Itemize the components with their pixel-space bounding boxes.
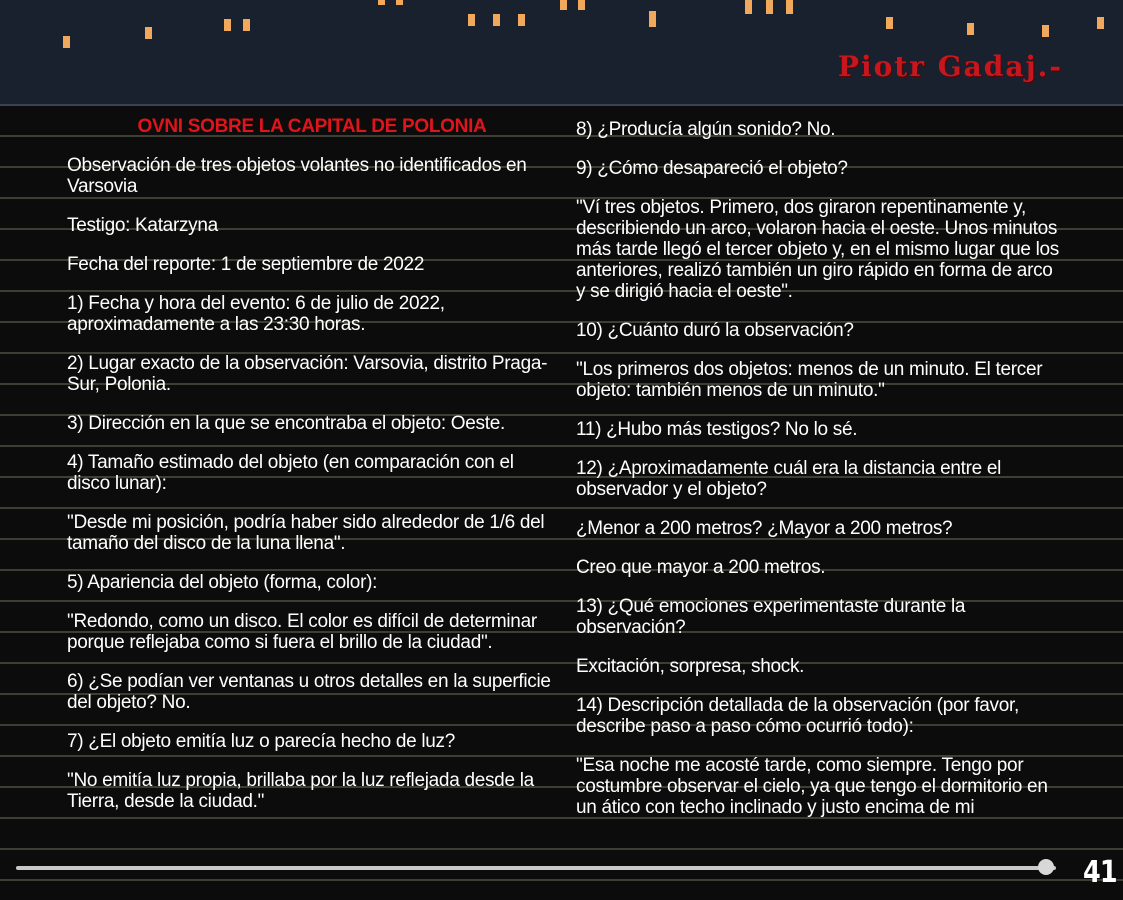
paragraph: "Ví tres objetos. Primero, dos giraron repentinamente y, describiendo un arco, volaron hacia el oeste. Unos minutos más tarde llegó el tercer objeto y, en el mismo lugar que los anteriores, realizó también un giro rápido en forma de arco y se dirigió hacia el oeste". (576, 197, 1059, 302)
city-light (578, 0, 585, 10)
left-column (67, 116, 557, 830)
city-light (224, 19, 231, 31)
city-light (63, 36, 70, 48)
city-light (766, 0, 773, 14)
paragraph: "No emitía luz propia, brillaba por la luz reflejada desde la Tierra, desde la ciudad." (67, 770, 534, 812)
paragraph: 11) ¿Hubo más testigos? No lo sé. (576, 419, 858, 440)
city-light (1097, 17, 1104, 29)
author-name: Piotr Gadaj.- (837, 50, 1063, 83)
paragraph: 3) Dirección en la que se encontraba el objeto: Oeste. (67, 413, 505, 434)
paragraph: "Desde mi posición, podría haber sido alrededor de 1/6 del tamaño del disco de la luna llena". (67, 512, 545, 554)
paragraph: Fecha del reporte: 1 de septiembre de 2022 (67, 254, 425, 275)
city-light (493, 14, 500, 26)
paragraph: 8) ¿Producía algún sonido? No. (576, 119, 836, 140)
paragraph: 6) ¿Se podían ver ventanas u otros detalles en la superficie del objeto? No. (67, 671, 551, 713)
paragraph: 2) Lugar exacto de la observación: Varsovia, distrito Praga-Sur, Polonia. (67, 353, 548, 395)
city-light (243, 19, 250, 31)
paragraph: 10) ¿Cuánto duró la observación? (576, 320, 854, 341)
paragraph: Excitación, sorpresa, shock. (576, 656, 805, 677)
paragraph: ¿Menor a 200 metros? ¿Mayor a 200 metros? (576, 518, 953, 539)
city-light (518, 14, 525, 26)
paragraph: "Redondo, como un disco. El color es difícil de determinar porque reflejaba como si fuera el brillo de la ciudad". (67, 611, 537, 653)
page-progress-track[interactable] (16, 866, 1056, 870)
page-header (0, 0, 1123, 106)
city-light (145, 27, 152, 39)
city-light (468, 14, 475, 26)
city-light (396, 0, 403, 5)
article-title: OVNI SOBRE LA CAPITAL DE POLONIA (137, 116, 487, 137)
paragraph: Testigo: Katarzyna (67, 215, 218, 236)
city-light (649, 11, 656, 27)
page-number: 41 (1083, 855, 1117, 890)
paragraph: 4) Tamaño estimado del objeto (en comparación con el disco lunar): (67, 452, 514, 494)
city-light (1042, 25, 1049, 37)
right-column (576, 119, 1066, 836)
paragraph: "Esa noche me acosté tarde, como siempre. Tengo por costumbre observar el cielo, ya que tengo el dormitorio en un ático con techo inclinado y justo encima de mi (576, 755, 1048, 818)
city-light (745, 0, 752, 14)
city-light (886, 17, 893, 29)
paragraph: 1) Fecha y hora del evento: 6 de julio de 2022, aproximadamente a las 23:30 horas. (67, 293, 445, 335)
paragraph: Observación de tres objetos volantes no identificados en Varsovia (67, 155, 527, 197)
paragraph: 5) Apariencia del objeto (forma, color): (67, 572, 378, 593)
city-light (378, 0, 385, 5)
city-light (560, 0, 567, 10)
paragraph: "Los primeros dos objetos: menos de un minuto. El tercer objeto: también menos de un minuto." (576, 359, 1043, 401)
paragraph: 14) Descripción detallada de la observación (por favor, describe paso a paso cómo ocurrió todo): (576, 695, 1019, 737)
paragraph: 13) ¿Qué emociones experimentaste durante la observación? (576, 596, 966, 638)
page-progress-handle[interactable] (1038, 859, 1054, 875)
paragraph: 12) ¿Aproximadamente cuál era la distancia entre el observador y el objeto? (576, 458, 1002, 500)
paragraph: Creo que mayor a 200 metros. (576, 557, 826, 578)
city-light (967, 23, 974, 35)
city-light (786, 0, 793, 14)
paragraph: 7) ¿El objeto emitía luz o parecía hecho de luz? (67, 731, 455, 752)
paragraph: 9) ¿Cómo desapareció el objeto? (576, 158, 848, 179)
